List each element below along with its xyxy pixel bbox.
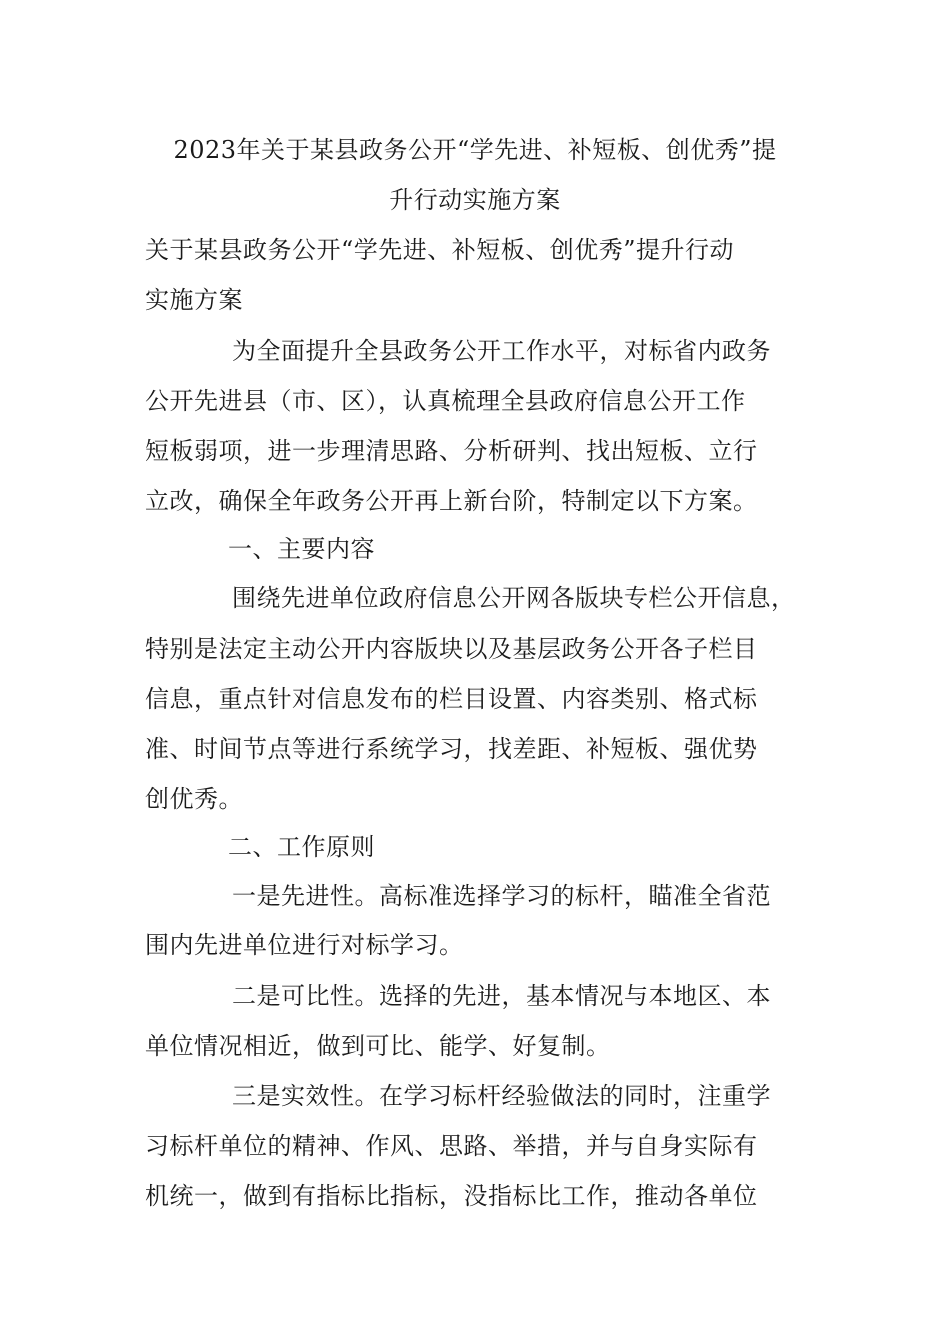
subtitle-line-1: 关于某县政务公开“学先进、补短板、创优秀”提升行动 xyxy=(145,236,735,264)
document-title-line-2: 升行动实施方案 xyxy=(389,186,561,214)
principle-2-line-2: 单位情况相近，做到可比、能学、好复制。 xyxy=(145,1032,611,1060)
section-1-line-5: 创优秀。 xyxy=(145,785,243,813)
principle-3-line-1: 三是实效性。在学习标杆经验做法的同时，注重学 xyxy=(232,1082,771,1110)
section-1-line-4: 准、时间节点等进行系统学习，找差距、补短板、强优势 xyxy=(145,735,758,763)
principle-3-line-3: 机统一，做到有指标比指标，没指标比工作，推动各单位 xyxy=(145,1182,758,1210)
principle-3-line-2: 习标杆单位的精神、作风、思路、举措，并与自身实际有 xyxy=(145,1132,758,1160)
principle-2-line-1: 二是可比性。选择的先进，基本情况与本地区、本 xyxy=(232,982,771,1010)
principle-1-line-1: 一是先进性。高标准选择学习的标杆，瞄准全省范 xyxy=(232,882,771,910)
intro-line-4: 立改，确保全年政务公开再上新台阶，特制定以下方案。 xyxy=(145,487,758,515)
section-2-heading: 二、工作原则 xyxy=(228,833,375,861)
intro-line-3: 短板弱项，进一步理清思路、分析研判、找出短板、立行 xyxy=(145,437,758,465)
intro-line-2: 公开先进县（市、区），认真梳理全县政府信息公开工作 xyxy=(145,387,746,415)
section-1-line-1: 围绕先进单位政府信息公开网各版块专栏公开信息， xyxy=(232,584,796,612)
principle-1-line-2: 围内先进单位进行对标学习。 xyxy=(145,931,464,959)
section-1-line-2: 特别是法定主动公开内容版块以及基层政务公开各子栏目 xyxy=(145,635,758,663)
document-title-line-1: 2023年关于某县政务公开“学先进、补短板、创优秀”提 xyxy=(173,136,777,164)
section-1-heading: 一、主要内容 xyxy=(228,535,375,563)
subtitle-line-2: 实施方案 xyxy=(145,286,243,314)
section-1-line-3: 信息，重点针对信息发布的栏目设置、内容类别、格式标 xyxy=(145,685,758,713)
intro-line-1: 为全面提升全县政务公开工作水平，对标省内政务 xyxy=(232,337,771,365)
